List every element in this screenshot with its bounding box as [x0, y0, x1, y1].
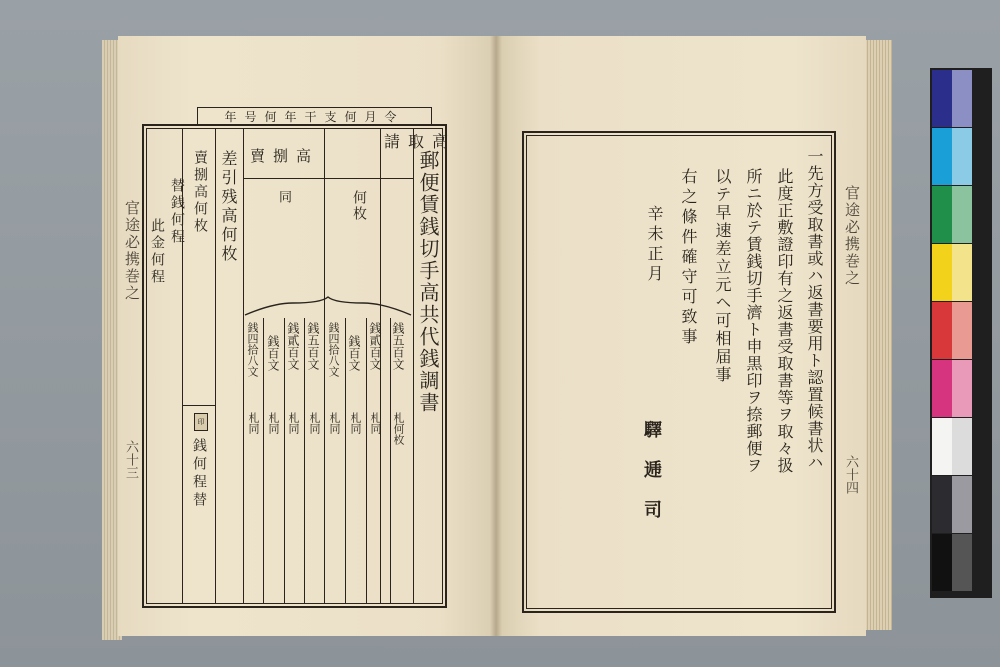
book-edge-right: [862, 40, 892, 630]
swatch-a-5: [932, 302, 952, 359]
sell-row-4-note: 札同: [328, 412, 341, 434]
swatch-a-4: [932, 244, 952, 301]
swatch-b-2: [952, 128, 972, 185]
swatch-a-7: [932, 418, 952, 475]
brace-line: [243, 295, 413, 319]
swatch-a-3: [932, 186, 952, 243]
sell-row-2-note: 札同: [369, 412, 382, 434]
left-margin-title: 官途必携巻之: [123, 200, 141, 302]
total-box-line: [182, 405, 215, 406]
book-gutter: [490, 36, 502, 636]
swatch-b-4: [952, 244, 972, 301]
sell-row-7-note: 札同: [267, 412, 280, 434]
sell-row-8-note: 札同: [247, 412, 260, 434]
sell-row-8-amount: 銭四拾八文: [246, 322, 259, 377]
total-line: 銭何程替: [191, 438, 207, 510]
text-column-5: 右之條件確守可致事: [679, 168, 698, 348]
swatch-b-5: [952, 302, 972, 359]
text-column-2: 此度正敷證印有之返書受取書等ヲ取々扱: [775, 168, 794, 474]
row-line-4: [345, 318, 346, 604]
header-row-line: [243, 178, 413, 179]
text-column-4: 以テ早速差立元ヘ可相届事: [713, 168, 732, 384]
swatch-b-8: [952, 476, 972, 533]
swatch-b-1: [952, 70, 972, 127]
sell-row-3-note: 札同: [349, 412, 362, 434]
sold-total-column: 賣捌高何枚: [192, 150, 208, 235]
sell-row-6-note: 札同: [287, 412, 300, 434]
sell-row-6-amount: 銭貳百文: [286, 322, 300, 370]
color-checker: [930, 68, 992, 598]
sell-row-2-amount: 銭貳百文: [368, 322, 382, 370]
row-line-5: [366, 318, 367, 604]
swatch-b-7: [952, 418, 972, 475]
sell-row-5-amount: 銭五百文: [306, 322, 320, 370]
sell-header: 賣捌高: [250, 147, 320, 165]
seal-stamp: 印: [194, 413, 208, 431]
balance-column: 差引残高何枚: [219, 150, 238, 264]
swatch-b-3: [952, 186, 972, 243]
exchange-line-2: 此金何程: [149, 218, 165, 286]
right-margin-title: 官途必携巻之: [843, 185, 861, 287]
signature: 驛逓司: [641, 420, 662, 540]
sell-row-1-note: 札何枚: [392, 412, 405, 445]
sell-row-5-note: 札同: [308, 412, 321, 434]
divider-sell: [324, 128, 325, 604]
date-line: 辛未正月: [645, 205, 664, 285]
swatch-b-6: [952, 360, 972, 417]
divider-title: [413, 128, 414, 604]
row-line-1: [263, 318, 264, 604]
sell-row-3-amount: 銭百文: [347, 335, 361, 371]
sell-same: 同: [276, 190, 291, 203]
header-band: 年号何年干支何月令: [197, 107, 432, 125]
left-margin-page: 六十三: [123, 440, 138, 479]
row-line-3: [304, 318, 305, 604]
receive-header: 請取高: [384, 132, 457, 151]
text-column-1: 一先方受取書或ハ返書要用ト認置候書状ハ: [805, 148, 824, 471]
right-margin-page: 六十四: [843, 455, 858, 494]
divider-sold: [215, 128, 216, 604]
text-column-3: 所ニ於テ賃銭切手濟ト申黒印ヲ捺郵便ヲ: [744, 168, 763, 474]
swatch-a-8: [932, 476, 952, 533]
receive-count: 何枚: [351, 190, 367, 222]
swatch-b-9: [952, 534, 972, 591]
document-title: 郵便賃銭切手高共代銭調書: [416, 150, 440, 414]
swatch-a-9: [932, 534, 952, 591]
sell-row-7-amount: 銭百文: [266, 335, 280, 371]
sell-row-4-amount: 銭四拾八文: [327, 322, 340, 377]
row-line-2: [284, 318, 285, 604]
divider-balance: [243, 128, 244, 604]
swatch-a-2: [932, 128, 952, 185]
exchange-line-1: 替銭何程: [169, 178, 185, 246]
swatch-a-1: [932, 70, 952, 127]
swatch-a-6: [932, 360, 952, 417]
sell-row-1-amount: 銭五百文: [391, 322, 405, 370]
